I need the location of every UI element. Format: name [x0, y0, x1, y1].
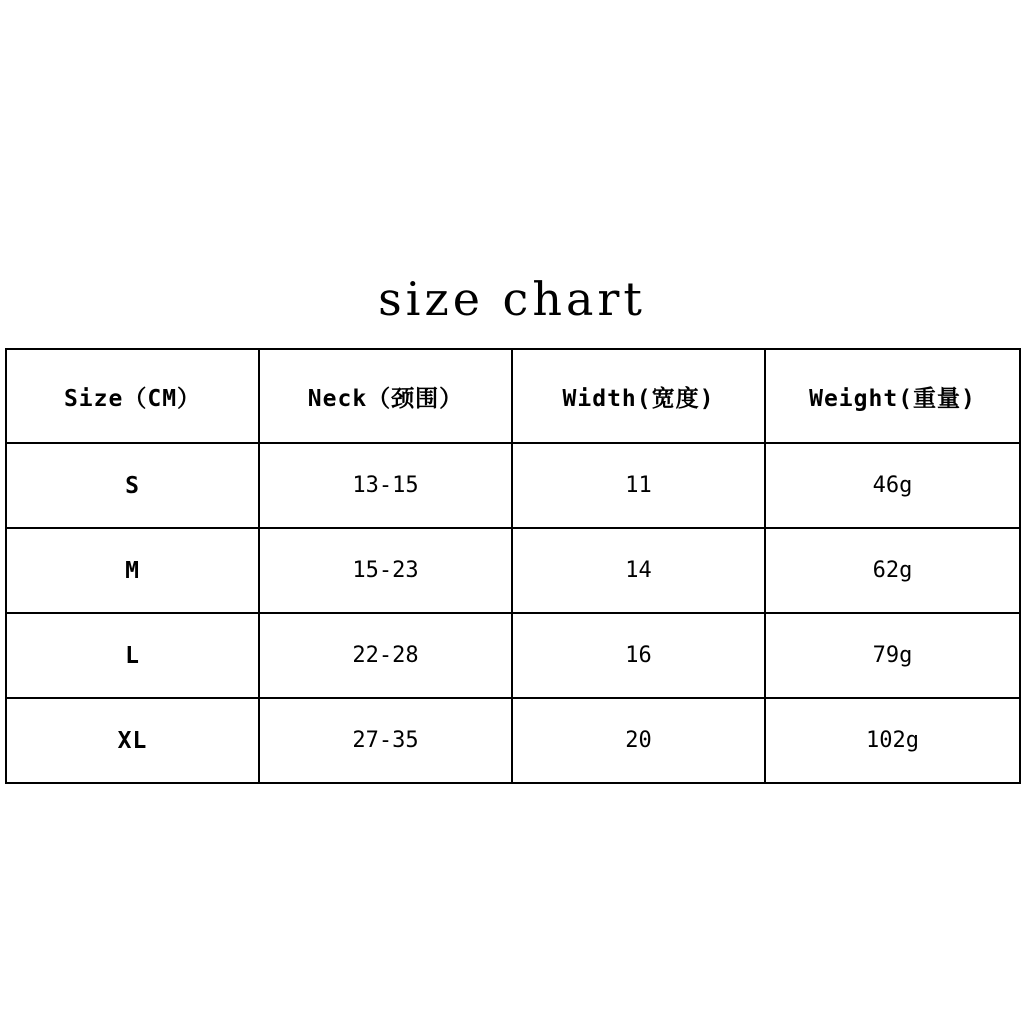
column-header-weight: Weight(重量)	[765, 349, 1020, 443]
cell-width: 11	[512, 443, 765, 528]
table-row	[6, 528, 1020, 613]
table-row	[6, 698, 1020, 783]
cell-width: 16	[512, 613, 765, 698]
size-chart-table	[5, 348, 1021, 784]
cell-width: 14	[512, 528, 765, 613]
cell-weight: 62g	[765, 528, 1020, 613]
cell-weight: 102g	[765, 698, 1020, 783]
cell-weight: 46g	[765, 443, 1020, 528]
cell-neck: 27-35	[259, 698, 512, 783]
table-row	[6, 613, 1020, 698]
cell-width: 20	[512, 698, 765, 783]
cell-neck: 13-15	[259, 443, 512, 528]
cell-size: XL	[6, 698, 259, 783]
cell-neck: 22-28	[259, 613, 512, 698]
table-header-row	[6, 349, 1020, 443]
cell-neck: 15-23	[259, 528, 512, 613]
cell-size: L	[6, 613, 259, 698]
column-header-width: Width(宽度)	[512, 349, 765, 443]
table-row	[6, 443, 1020, 528]
cell-weight: 79g	[765, 613, 1020, 698]
page-title: size chart	[378, 272, 646, 326]
cell-size: S	[6, 443, 259, 528]
column-header-neck: Neck（颈围）	[259, 349, 512, 443]
column-header-size: Size（CM）	[6, 349, 259, 443]
cell-size: M	[6, 528, 259, 613]
